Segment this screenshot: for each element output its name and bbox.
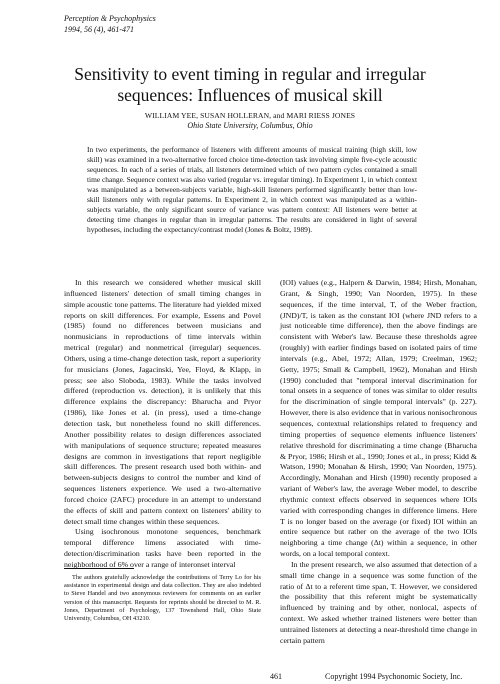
body-paragraph: (IOI) values (e.g., Halpern & Darwin, 1984; Hirsh, Monahan, Grant, & Singh, 1990; Van Noorden, 1975). In these sequences, if the time interval, T, of the Weber fraction, (JND)/T, is taken as the constant IOI (where JND refers to a just noticeable time difference), then the above findings are consistent with Weber's law. Because these thresholds agree (roughly) with earlier findings based on isolated pairs of time intervals (e.g., Abel, 1972; Allan, 1979; Creelman, 1962; Getty, 1975; Small & Campbell, 1962), Monahan and Hirsh (1990) concluded that "temporal interval discrimination for tonal onsets in a sequence of tones was similar to older results for the discrimination of single temporal intervals" (p. 227). However, there is also evidence that in various nonisochronous sequences, contextual relationships related to frequency and timing properties of sequence elements influence listeners' relative threshold for discriminating a time change (Bharucha & Pryor, 1986; Hirsh et al., 1990; Jones et al., in press; Kidd & Watson, 1990; Monahan & Hirsh, 1990; Van Noorden, 1975). Accordingly, Monahan and Hirsh (1990) recently proposed a variant of Weber's law, the average Weber model, to describe rhythmic context effects observed in sequences where IOIs varied with corresponding changes in difference limens. Here T is no longer based on the average (or fixed) IOI within an entire sequence but rather on the average of the two IOIs neighboring a time change (Δt) within a sequence, in other words, on a local temporal context. [280,278,477,559]
journal-header [64,13,156,35]
body-paragraph: Using isochronous monotone sequences, benchmark temporal difference limens associated with time-detection/discrimination tasks have been reported in the neighborhood of 6% over a range of interonset interval [64,527,261,569]
author-list: WILLIAM YEE, SUSAN HOLLERAN, and MARI RIESS JONES [144,111,356,120]
journal-issue: 1994, 56 (4), 461-471 [64,25,134,34]
page-number: 461 [270,672,282,681]
paper-title: Sensitivity to event timing in regular and irregular sequences: Influences of musical skill [74,63,426,105]
body-paragraph: In this research we considered whether musical skill influenced listeners' detection of small timing changes in simple acoustic tone patterns. The literature had yielded mixed reports on skill differences. For example, Essens and Povel (1985) found no differences between musicians and nonmusicians in reproductions of time intervals within metrical (regular) and nonmetrical (irregular) sequences. Others, using a time-change detection task, report a superiority for musicians (Jones, Jagacinski, Yee, Floyd, & Klapp, in press; see also Sloboda, 1983). While the tasks involved differed (reproduction vs. detection), it is unlikely that this difference explains the discrepancy: Bharucha and Pryor (1986), like Jones et al. (in press), used a time-change detection task, but nonetheless found no skill differences. Another possibility relates to design differences associated with manipulations of sequence structure; repeated measures designs are common in investigations that report negligible skill differences. The present research used both within- and between-subjects designs to control the number and kind of sequences listeners experience. We used a two-alternative forced choice (2AFC) procedure in an attempt to understand the effects of skill and pattern context on listeners' ability to detect small time changes within these sequences. [64,278,261,526]
footnote-divider [64,568,134,569]
journal-name: Perception & Psychophysics [64,14,156,23]
footnote: The authors gratefully acknowledge the contributions of Terry Lo for his assistance in experimental design and data collection. They are also indebted to Steve Handel and two anonymous reviewers for comments on an earlier version of this manuscript. Requests for reprints should be directed to M. R. Jones, Department of Psychology, 137 Townshend Hall, Ohio State University, Columbus, OH 43210. [64,574,261,623]
body-column-right [280,278,477,647]
affiliation: Ohio State University, Columbus, Ohio [187,121,313,130]
body-column-left [64,278,261,571]
body-paragraph: In the present research, we also assumed that detection of a small time change in a sequence was some function of the ratio of Δt to a referent time span, T. However, we considered the possibility that this referent might be systematically influenced by training and by other, nonlocal, aspects of context. We asked whether trained listeners were better than untrained listeners at detecting a near-threshold time change in certain pattern [280,559,477,645]
abstract: In two experiments, the performance of listeners with different amounts of musical training (high skill, low skill) was examined in a two-alternative forced choice time-detection task involving simple five-cycle acoustic sequences. In each of a series of trials, all listeners determined which of two pattern cycles contained a small time change. Sequence context was also varied (regular vs. irregular timing). In Experiment 1, in which context was manipulated as a between-subjects variable, high-skill listeners performed significantly better than low-skill listeners only with regular patterns. In Experiment 2, in which context was manipulated as a within-subjects variable, the only significant source of variance was pattern context: All listeners were better at detecting time changes in regular than in irregular patterns. The results are considered in light of several hypotheses, including the expectancy/contrast model (Jones & Boltz, 1989). [87,145,418,235]
copyright-notice: Copyright 1994 Psychonomic Society, Inc. [325,672,463,681]
